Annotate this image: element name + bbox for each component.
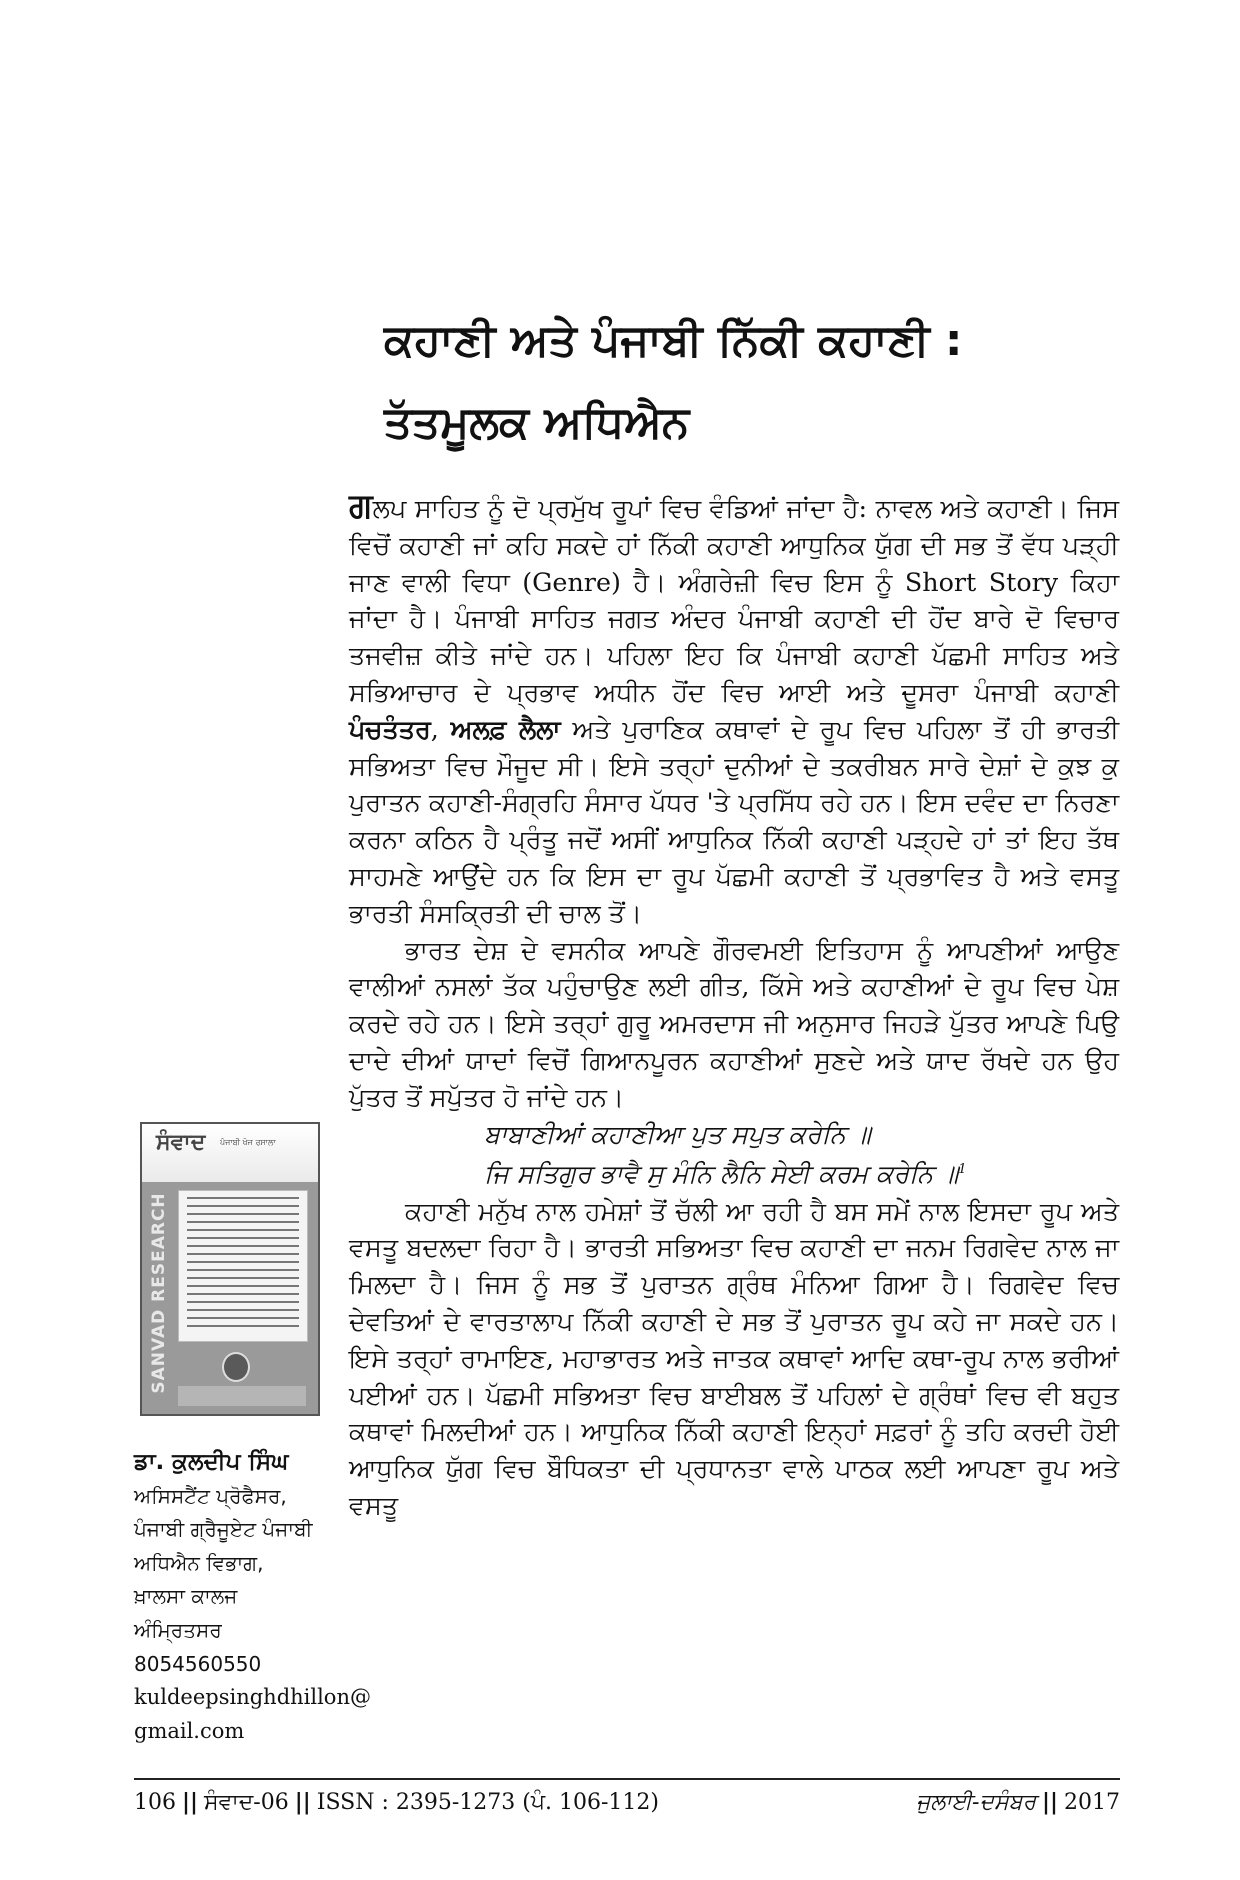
drop-cap: ਗ [349,486,373,526]
title-line-2: ਤੱਤਮੂਲਕ ਅਧਿਐਨ [384,397,690,448]
journal-cover-image [140,1122,320,1416]
footer-right [916,1784,1120,1821]
author-email-2: gmail.com [134,1718,245,1743]
publication-year: 2017 [1064,1790,1120,1815]
paragraph-1 [349,488,1119,932]
author-info [134,1446,371,1748]
article-body [349,488,1119,1524]
verse-line-2 [349,1152,1119,1192]
page-footer [134,1784,1120,1820]
title-line-1: ਕਹਾਣੀ ਅਤੇ ਪੰਜਾਬੀ ਨਿੱਕੀ ਕਹਾਣੀ : [384,315,963,366]
author-name: ਡਾ. ਕੁਲਦੀਪ ਸਿੰਘ [134,1449,289,1475]
footer-separator: || [1041,1789,1058,1815]
cover-subtitle: ਪੰਜਾਬੀ ਖੋਜ ਰਸਾਲਾ [220,1138,276,1147]
author-designation: ਅਸਿਸਟੈਂਟ ਪ੍ਰੋਫੈਸਰ, [134,1483,287,1508]
footer-divider [134,1778,1120,1780]
page-number: 106 [134,1790,176,1815]
paragraph-1-text-a: ਲਪ ਸਾਹਿਤ ਨੂੰ ਦੋ ਪ੍ਰਮੁੱਖ ਰੂਪਾਂ ਵਿਚ ਵੰਡਿਆਂ ਜਾਂਦਾ ਹੈ: ਨਾਵਲ ਅਤੇ ਕਹਾਣੀ। ਜਿਸ ਵਿਚੋਂ ਕਹਾਣੀ ਜਾਂ ਕਹਿ ਸਕਦੇ ਹਾਂ ਨਿੱਕੀ ਕਹਾਣੀ ਆਧੁਨਿਕ ਯੁੱਗ ਦੀ ਸਭ ਤੋਂ ਵੱਧ ਪੜ੍ਹੀ ਜਾਣ ਵਾਲੀ ਵਿਧਾ (Genre) ਹੈ। ਅੰਗਰੇਜ਼ੀ ਵਿਚ ਇਸ ਨੂੰ Short Story ਕਿਹਾ ਜਾਂਦਾ ਹੈ। ਪੰਜਾਬੀ ਸਾਹਿਤ ਜਗਤ ਅੰਦਰ ਪੰਜਾਬੀ ਕਹਾਣੀ ਦੀ ਹੋਂਦ ਬਾਰੇ ਦੋ ਵਿਚਾਰ ਤਜਵੀਜ਼ ਕੀਤੇ ਜਾਂਦੇ ਹਨ। ਪਹਿਲਾ ਇਹ ਕਿ ਪੰਜਾਬੀ ਕਹਾਣੀ ਪੱਛਮੀ ਸਾਹਿਤ ਅਤੇ ਸਭਿਆਚਾਰ ਦੇ ਪ੍ਰਭਾਵ ਅਧੀਨ ਹੋਂਦ ਵਿਚ ਆਈ ਅਤੇ ਦੂਸਰਾ ਪੰਜਾਬੀ ਕਹਾਣੀ [349,493,1119,707]
author-phone: 8054560550 [134,1651,262,1676]
paragraph-3: ਕਹਾਣੀ ਮਨੁੱਖ ਨਾਲ ਹਮੇਸ਼ਾਂ ਤੋਂ ਚੱਲੀ ਆ ਰਹੀ ਹੈ ਬਸ ਸਮੇਂ ਨਾਲ ਇਸਦਾ ਰੂਪ ਅਤੇ ਵਸਤੂ ਬਦਲਦਾ ਰਿਹਾ ਹੈ। ਭਾਰਤੀ ਸਭਿਅਤਾ ਵਿਚ ਕਹਾਣੀ ਦਾ ਜਨਮ ਰਿਗਵੇਦ ਨਾਲ ਜਾ ਮਿਲਦਾ ਹੈ। ਜਿਸ ਨੂੰ ਸਭ ਤੋਂ ਪੁਰਾਤਨ ਗ੍ਰੰਥ ਮੰਨਿਆ ਗਿਆ ਹੈ। ਰਿਗਵੇਦ ਵਿਚ ਦੇਵਤਿਆਂ ਦੇ ਵਾਰਤਾਲਾਪ ਨਿੱਕੀ ਕਹਾਣੀ ਦੇ ਸਭ ਤੋਂ ਪੁਰਾਤਨ ਰੂਪ ਕਹੇ ਜਾ ਸਕਦੇ ਹਨ। ਇਸੇ ਤਰ੍ਹਾਂ ਰਾਮਾਇਣ, ਮਹਾਭਾਰਤ ਅਤੇ ਜਾਤਕ ਕਥਾਵਾਂ ਆਦਿ ਕਥਾ-ਰੂਪ ਨਾਲ ਭਰੀਆਂ ਪਈਆਂ ਹਨ। ਪੱਛਮੀ ਸਭਿਅਤਾ ਵਿਚ ਬਾਈਬਲ ਤੋਂ ਪਹਿਲਾਂ ਦੇ ਗ੍ਰੰਥਾਂ ਵਿਚ ਵੀ ਬਹੁਤ ਕਥਾਵਾਂ ਮਿਲਦੀਆਂ ਹਨ। ਆਧੁਨਿਕ ਨਿੱਕੀ ਕਹਾਣੀ ਇਨ੍ਹਾਂ ਸਫ਼ਰਾਂ ਨੂੰ ਤਹਿ ਕਰਦੀ ਹੋਈ ਆਧੁਨਿਕ ਯੁੱਗ ਵਿਚ ਬੌਧਿਕਤਾ ਦੀ ਪ੍ਰਧਾਨਤਾ ਵਾਲੇ ਪਾਠਕ ਲਈ ਆਪਣਾ ਰੂਪ ਅਤੇ ਵਸਤੂ [349,1195,1119,1520]
author-city: ਅੰਮ੍ਰਿਤਸਰ [134,1617,222,1642]
article-title [384,300,1144,464]
cover-vertical-text: SANVAD RESEARCH [149,1192,169,1394]
cover-seal-icon [222,1352,250,1382]
author-department-2: ਅਧਿਐਨ ਵਿਭਾਗ, [134,1550,264,1575]
paragraph-1-comma: , [430,713,451,744]
author-department-1: ਪੰਜਾਬੀ ਗ੍ਰੈਜੂਏਟ ਪੰਜਾਬੀ [134,1517,313,1542]
verse-line-2-text: ਜਿ ਸਤਿਗੁਰ ਭਾਵੈ ਸੁ ਮੰਨਿ ਲੈਨਿ ਸੇਈ ਕਰਮ ਕਰੇਨਿ ॥ [484,1158,959,1189]
cover-footer [178,1386,306,1406]
footer-separator: || [182,1789,199,1815]
paragraph-1-text-b: ਅਤੇ ਪੁਰਾਣਿਕ ਕਥਾਵਾਂ ਦੇ ਰੂਪ ਵਿਚ ਪਹਿਲਾ ਤੋਂ ਹੀ ਭਾਰਤੀ ਸਭਿਅਤਾ ਵਿਚ ਮੌਜੂਦ ਸੀ। ਇਸੇ ਤਰ੍ਹਾਂ ਦੁਨੀਆਂ ਦੇ ਤਕਰੀਬਨ ਸਾਰੇ ਦੇਸ਼ਾਂ ਦੇ ਕੁਝ ਕੁ ਪੁਰਾਤਨ ਕਹਾਣੀ-ਸੰਗ੍ਰਹਿ ਸੰਸਾਰ ਪੱਧਰ 'ਤੇ ਪ੍ਰਸਿੱਧ ਰਹੇ ਹਨ। ਇਸ ਦਵੰਦ ਦਾ ਨਿਰਣਾ ਕਰਨਾ ਕਠਿਨ ਹੈ ਪ੍ਰੰਤੂ ਜਦੋਂ ਅਸੀਂ ਆਧੁਨਿਕ ਨਿੱਕੀ ਕਹਾਣੀ ਪੜ੍ਹਦੇ ਹਾਂ ਤਾਂ ਇਹ ਤੱਥ ਸਾਹਮਣੇ ਆਉਂਦੇ ਹਨ ਕਿ ਇਸ ਦਾ ਰੂਪ ਪੱਛਮੀ ਕਹਾਣੀ ਤੋਂ ਪ੍ਰਭਾਵਿਤ ਹੈ ਅਤੇ ਵਸਤੂ ਭਾਰਤੀ ਸੰਸਕ੍ਰਿਤੀ ਦੀ ਚਾਲ ਤੋਂ। [349,713,1119,928]
paragraph-2: ਭਾਰਤ ਦੇਸ਼ ਦੇ ਵਸਨੀਕ ਆਪਣੇ ਗੌਰਵਮਈ ਇਤਿਹਾਸ ਨੂੰ ਆਪਣੀਆਂ ਆਉਣ ਵਾਲੀਆਂ ਨਸਲਾਂ ਤੱਕ ਪਹੁੰਚਾਉਣ ਲਈ ਗੀਤ, ਕਿੱਸੇ ਅਤੇ ਕਹਾਣੀਆਂ ਦੇ ਰੂਪ ਵਿਚ ਪੇਸ਼ ਕਰਦੇ ਰਹੇ ਹਨ। ਇਸੇ ਤਰ੍ਹਾਂ ਗੁਰੂ ਅਮਰਦਾਸ ਜੀ ਅਨੁਸਾਰ ਜਿਹੜੇ ਪੁੱਤਰ ਆਪਣੇ ਪਿਉ ਦਾਦੇ ਦੀਆਂ ਯਾਦਾਂ ਵਿਚੋਂ ਗਿਆਨਪੂਰਨ ਕਹਾਣੀਆਂ ਸੁਣਦੇ ਅਤੇ ਯਾਦ ਰੱਖਦੇ ਹਨ ਉਹ ਪੁੱਤਰ ਤੋਂ ਸਪੁੱਤਰ ਹੋ ਜਾਂਦੇ ਹਨ। [349,934,1119,1112]
footnote-marker: 1 [958,1162,967,1178]
term-panchatantra: ਪੰਚਤੰਤਰ [349,713,431,744]
cover-logo: ਸੰਵਾਦ [156,1130,206,1155]
issn: ISSN : 2395-1273 (ਪੰ. 106-112) [316,1790,660,1815]
publication-period: ਜੁਲਾਈ-ਦਸੰਬਰ [916,1790,1036,1815]
journal-issue: ਸੰਵਾਦ-06 [204,1790,289,1815]
cover-contents-panel [178,1190,308,1342]
footer-separator: || [294,1789,311,1815]
verse-line-1: ਬਾਬਾਣੀਆਂ ਕਹਾਣੀਆ ਪੁਤ ਸਪੁਤ ਕਰੇਨਿ ॥ [484,1118,871,1149]
author-email-1: kuldeepsinghdhillon@ [134,1685,371,1710]
footer-left [134,1784,659,1821]
author-college: ਖ਼ਾਲਸਾ ਕਾਲਜ [134,1584,238,1609]
term-alif-laila: ਅਲਫ਼ ਲੈਲਾ [450,713,561,744]
